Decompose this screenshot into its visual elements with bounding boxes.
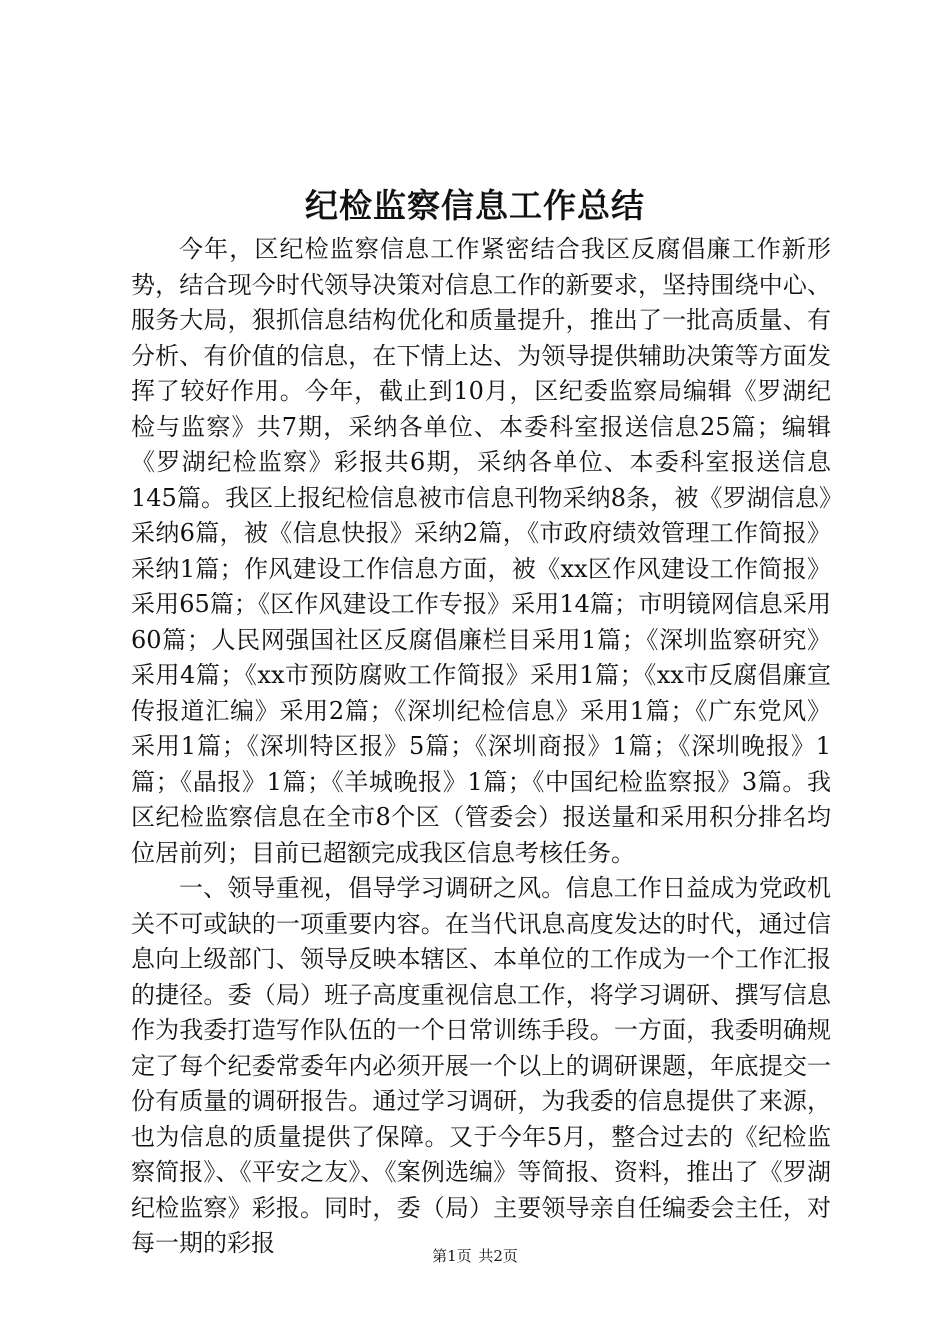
document-body [131,232,831,1262]
page-number-current: 第1页 [432,1247,472,1265]
body-paragraph-section-1: 一、领导重视，倡导学习调研之风。信息工作日益成为党政机关不可或缺的一项重要内容。在当代讯息高度发达的时代，通过信息向上级部门、领导反映本辖区、本单位的工作成为一个工作汇报的捷径。委（局）班子高度重视信息工作，将学习调研、撰写信息作为我委打造写作队伍的一个日常训练手段。一方面，我委明确规定了每个纪委常委年内必须开展一个以上的调研课题，年底提交一份有质量的调研报告。通过学习调研，为我委的信息提供了来源，也为信息的质量提供了保障。又于今年5月，整合过去的《纪检监察简报》、《平安之友》、《案例选编》等简报、资料，推出了《罗湖纪检监察》彩报。同时，委（局）主要领导亲自任编委会主任，对每一期的彩报 [131,874,831,1257]
page-number-total: 共2页 [478,1247,518,1265]
body-paragraph-intro: 今年，区纪检监察信息工作紧密结合我区反腐倡廉工作新形势，结合现今时代领导决策对信息工作的新要求，坚持围绕中心、服务大局，狠抓信息结构优化和质量提升，推出了一批高质量、有分析、有价值的信息，在下情上达、为领导提供辅助决策等方面发挥了较好作用。今年，截止到10月，区纪委监察局编辑《罗湖纪检与监察》共7期，采纳各单位、本委科室报送信息25篇；编辑《罗湖纪检监察》彩报共6期，采纳各单位、本委科室报送信息145篇。我区上报纪检信息被市信息刊物采纳8条，被《罗湖信息》采纳6篇，被《信息快报》采纳2篇，《市政府绩效管理工作简报》采纳1篇；作风建设工作信息方面，被《xx区作风建设工作简报》采用65篇；《区作风建设工作专报》采用14篇；市明镜网信息采用60篇；人民网强国社区反腐倡廉栏目采用1篇；《深圳监察研究》采用4篇；《xx市预防腐败工作简报》采用1篇；《xx市反腐倡廉宣传报道汇编》采用2篇；《深圳纪检信息》采用1篇；《广东党风》采用1篇；《深圳特区报》5篇；《深圳商报》1篇；《深圳晚报》1篇；《晶报》1篇；《羊城晚报》1篇；《中国纪检监察报》3篇。我区纪检监察信息在全市8个区（管委会）报送量和采用积分排名均位居前列；目前已超额完成我区信息考核任务。 [131,235,831,867]
document-title: 纪检监察信息工作总结 [305,186,645,225]
page-footer [0,1246,950,1266]
